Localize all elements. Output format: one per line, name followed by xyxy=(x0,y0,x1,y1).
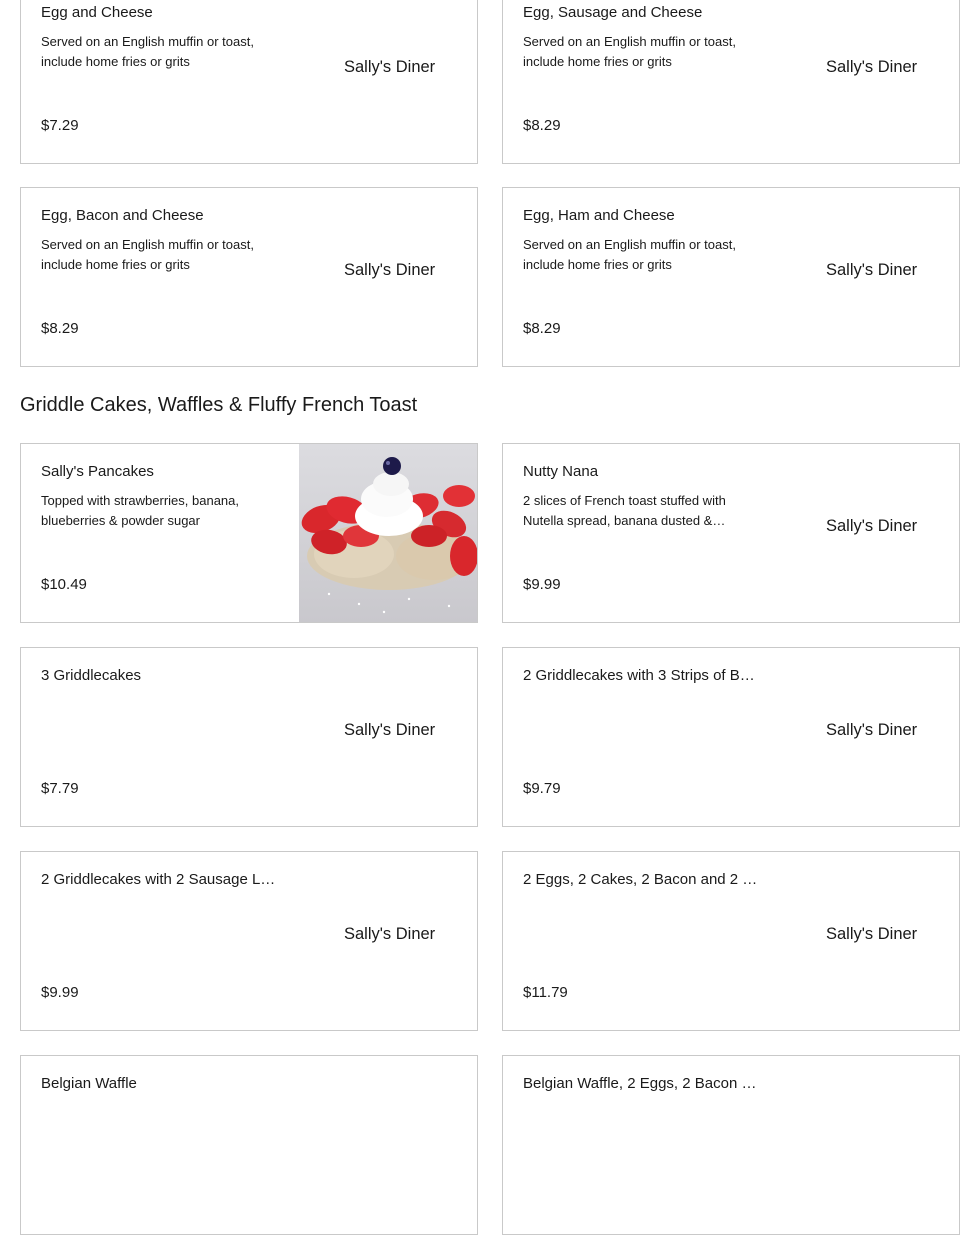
item-description: Served on an English muffin or toast, include home fries or grits xyxy=(523,34,736,69)
item-name: Egg, Bacon and Cheese xyxy=(41,207,204,224)
menu-item-card[interactable] xyxy=(502,0,960,164)
item-name: Sally's Pancakes xyxy=(41,463,154,480)
menu-item-card[interactable] xyxy=(502,1055,960,1235)
item-name: 2 Griddlecakes with 2 Sausage L… xyxy=(41,871,276,888)
menu-item-card[interactable] xyxy=(20,443,478,623)
restaurant-logo: Sally's Diner xyxy=(826,261,918,279)
section-title: Griddle Cakes, Waffles & Fluffy French Toast xyxy=(20,394,418,416)
menu-item-card[interactable] xyxy=(502,647,960,827)
item-price: $7.29 xyxy=(41,117,79,134)
restaurant-logo: Sally's Diner xyxy=(344,925,436,943)
item-name: 3 Griddlecakes xyxy=(41,667,142,684)
item-price: $9.99 xyxy=(523,576,561,593)
menu-item-card[interactable] xyxy=(502,851,960,1031)
item-price: $7.79 xyxy=(41,780,79,797)
item-description: 2 slices of French toast stuffed with Nutella spread, banana dusted &… xyxy=(523,493,726,528)
menu-item-card[interactable] xyxy=(502,443,960,623)
restaurant-logo: Sally's Diner xyxy=(344,58,436,76)
item-name: 2 Griddlecakes with 3 Strips of B… xyxy=(523,667,755,684)
restaurant-logo: Sally's Diner xyxy=(826,58,918,76)
restaurant-logo: Sally's Diner xyxy=(344,261,436,279)
restaurant-logo: Sally's Diner xyxy=(344,721,436,739)
item-price: $9.79 xyxy=(523,780,561,797)
item-price: $10.49 xyxy=(41,576,87,593)
item-description: Topped with strawberries, banana, blueberries & powder sugar xyxy=(41,493,240,528)
menu-item-card[interactable] xyxy=(20,647,478,827)
item-name: 2 Eggs, 2 Cakes, 2 Bacon and 2 … xyxy=(523,871,758,888)
item-price: $8.29 xyxy=(41,320,79,337)
item-description: Served on an English muffin or toast, include home fries or grits xyxy=(41,34,254,69)
pancakes-photo xyxy=(299,444,477,622)
item-name: Egg, Ham and Cheese xyxy=(523,207,675,224)
item-name: Egg and Cheese xyxy=(41,4,153,21)
pancakes-image xyxy=(299,444,477,622)
item-description: Served on an English muffin or toast, include home fries or grits xyxy=(523,237,736,272)
restaurant-logo: Sally's Diner xyxy=(826,925,918,943)
item-name: Nutty Nana xyxy=(523,463,599,480)
menu-item-card[interactable] xyxy=(20,0,478,164)
item-price: $11.79 xyxy=(523,984,568,1001)
menu-item-card[interactable] xyxy=(502,187,960,367)
restaurant-logo: Sally's Diner xyxy=(826,721,918,739)
item-name: Egg, Sausage and Cheese xyxy=(523,4,703,21)
item-price: $8.29 xyxy=(523,320,561,337)
item-description: Served on an English muffin or toast, include home fries or grits xyxy=(41,237,254,272)
restaurant-logo: Sally's Diner xyxy=(826,517,918,535)
item-name: Belgian Waffle, 2 Eggs, 2 Bacon … xyxy=(523,1075,757,1092)
menu-item-card[interactable] xyxy=(20,187,478,367)
item-price: $9.99 xyxy=(41,984,79,1001)
item-price: $8.29 xyxy=(523,117,561,134)
menu-item-card[interactable] xyxy=(20,851,478,1031)
item-name: Belgian Waffle xyxy=(41,1075,137,1092)
menu-item-card[interactable] xyxy=(20,1055,478,1235)
